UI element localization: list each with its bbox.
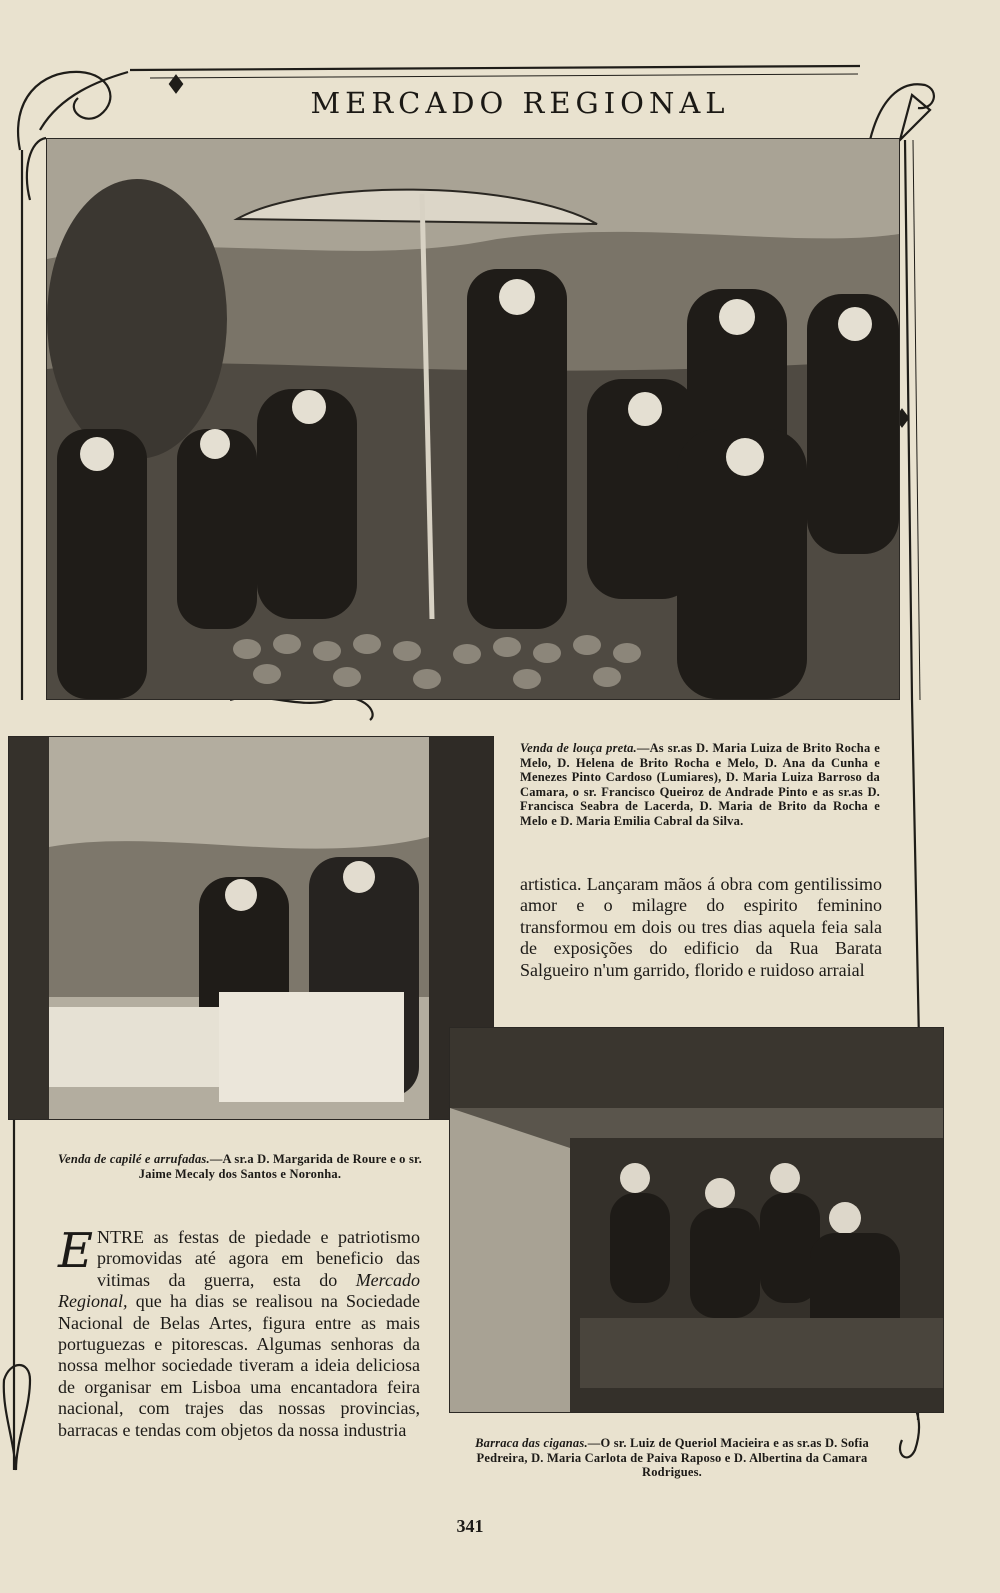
- caption-text: —O sr. Luiz de Queriol Macieira e as sr.as D. Sofia Pedreira, D. Maria Carlota de Paiva Raposo e D. Albertina da Camara Rodrigues.: [476, 1436, 869, 1479]
- caption-barraca-ciganas: [463, 1436, 881, 1480]
- article-column-right: [520, 874, 882, 981]
- page-title: MERCADO REGIONAL: [310, 86, 730, 120]
- caption-venda-louca-preta: [520, 741, 880, 828]
- article-column-left: [58, 1223, 420, 1441]
- article-italic-title: Mercado Regional,: [58, 1269, 420, 1312]
- article-text-end: que ha dias se realisou na Sociedade Nacional de Belas Artes, figura entre as mais portuguezas e pitorescas. Algumas senhoras da nossa melhor sociedade tiveram a ideia deliciosa de organisar em Lisboa uma encantadora feira nacional, com trajes das nossas provincias, barracas e tendas com objetos da nossa industria: [58, 1291, 420, 1440]
- photo-venda-louca-preta-image: [47, 139, 899, 699]
- caption-title: Venda de capilé e arrufadas.: [58, 1152, 210, 1166]
- article-text-start: NTRE as festas de piedade e patriotismo promovidas até agora em beneficio das vitimas da guerra, esta do: [97, 1227, 420, 1290]
- caption-text: —A sr.a D. Margarida de Roure e o sr. Jaime Mecaly dos Santos e Noronha.: [138, 1152, 422, 1181]
- caption-title: Barraca das ciganas.: [475, 1436, 588, 1450]
- photo-barraca-ciganas-image: [450, 1028, 943, 1412]
- drop-cap: E: [58, 1223, 94, 1279]
- caption-venda-capile: [58, 1152, 422, 1181]
- photo-venda-louca-preta: [46, 138, 900, 700]
- article-text: artistica. Lançaram mãos á obra com gentilissimo amor e o milagre do espirito feminino transformou em dois ou tres dias aquela feia sala de exposições do edificio da Rua Barata Salgueiro n'um garrido, florido e ruidoso arraial: [520, 874, 882, 980]
- photo-venda-capile-image: [9, 737, 493, 1119]
- caption-title: Venda de louça preta.: [520, 741, 637, 755]
- caption-text: —As sr.as D. Maria Luiza de Brito Rocha e Melo, D. Helena de Brito Rocha e Melo, D. Ana da Cunha e Menezes Pinto Cardoso (Lumiares), D. Maria Luiza Barroso da Camara, o sr. Francisco Queiroz de Andrade Pinto e as sr.as D. Francisca Seabra de Lacerda, D. Maria de Brito da Rocha e Melo e D. Maria Emilia Cabral da Silva.: [520, 741, 880, 828]
- photo-barraca-ciganas: [449, 1027, 944, 1413]
- page-number: 341: [456, 1516, 484, 1536]
- photo-venda-capile: [8, 736, 494, 1120]
